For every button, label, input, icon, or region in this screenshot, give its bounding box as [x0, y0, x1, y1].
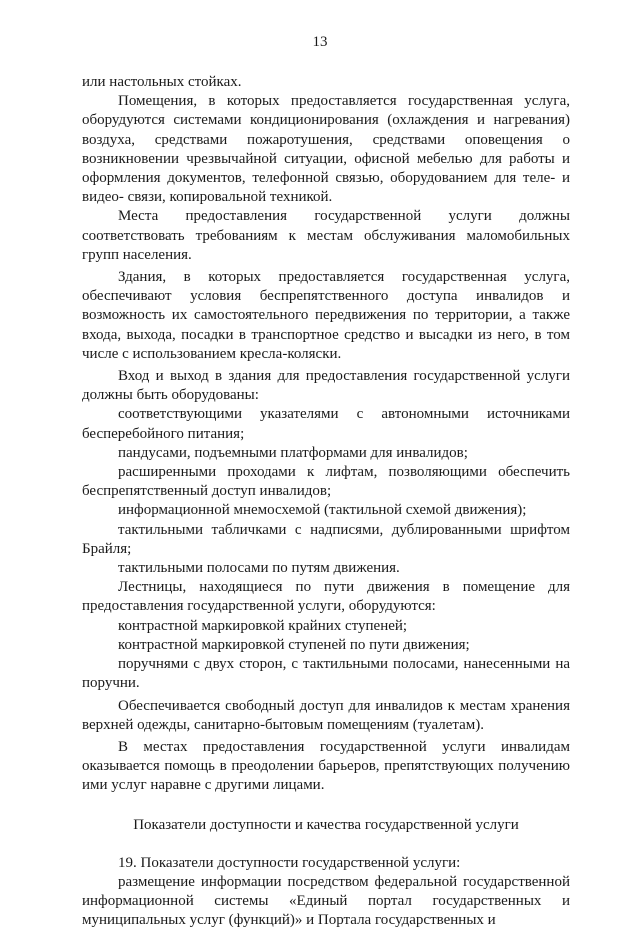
numbered-item: 19. Показатели доступности государственной услуги:	[118, 854, 461, 871]
paragraph: Вход и выход в здания для предоставления государственной услуги должны быть оборудованы:	[82, 368, 570, 404]
list-item: поручнями с двух сторон, с тактильными полосами, нанесенными на поручни.	[82, 656, 570, 692]
paragraph: В местах предоставления государственной услуги инвалидам оказывается помощь в преодолении барьеров, препятствующих получению ими услуг наравне с другими лицами.	[82, 738, 570, 794]
document-body	[82, 73, 570, 931]
list-item: контрастной маркировкой крайних ступеней;	[118, 617, 408, 634]
list-item: тактильными табличками с надписями, дублированными шрифтом Брайля;	[82, 521, 570, 557]
list-item: контрастной маркировкой ступеней по пути движения;	[118, 636, 470, 653]
paragraph: Здания, в которых предоставляется государственная услуга, обеспечивают условия беспрепятственного доступа инвалидов и возможность их самостоятельного передвижения по территории, а также входа, выхода, посадки в транспортное средство и высадки из него, в том числе с использованием кресла-коляски.	[82, 269, 570, 362]
paragraph: Лестницы, находящиеся по пути движения в помещение для предоставления государственной услуги, оборудуются:	[82, 579, 570, 615]
paragraph: размещение информации посредством федеральной государственной информационной системы «Единый портал государственных и муниципальных услуг (функций)» и Портала государственных и	[82, 873, 570, 929]
paragraph: Помещения, в которых предоставляется государственная услуга, оборудуются системами кондиционирования (охлаждения и нагревания) воздуха, средствами пожаротушения, средствами оповещения о возникновении чрезвычайной ситуации, офисной мебелью для работы и оформления документов, телефонной связью, оборудованием для теле- и видео- связи, копировальной техникой.	[82, 93, 570, 206]
paragraph: Обеспечивается свободный доступ для инвалидов к местам хранения верхней одежды, санитарно-бытовым помещениям (туалетам).	[82, 697, 570, 733]
paragraph: или настольных стойках.	[82, 74, 242, 90]
list-item: информационной мнемосхемой (тактильной схемой движения);	[118, 502, 527, 519]
section-heading: Показатели доступности и качества государственной услуги	[133, 816, 519, 833]
paragraph: Места предоставления государственной услуги должны соответствовать требованиям к местам обслуживания маломобильных групп населения.	[82, 208, 570, 263]
list-item: расширенными проходами к лифтам, позволяющими обеспечить беспрепятственный доступ инвалидов;	[82, 464, 570, 500]
list-item: тактильными полосами по путям движения.	[118, 560, 400, 577]
list-item: пандусами, подъемными платформами для инвалидов;	[118, 444, 468, 461]
page-number: 13	[312, 34, 328, 50]
list-item: соответствующими указателями с автономными источниками бесперебойного питания;	[82, 406, 570, 442]
